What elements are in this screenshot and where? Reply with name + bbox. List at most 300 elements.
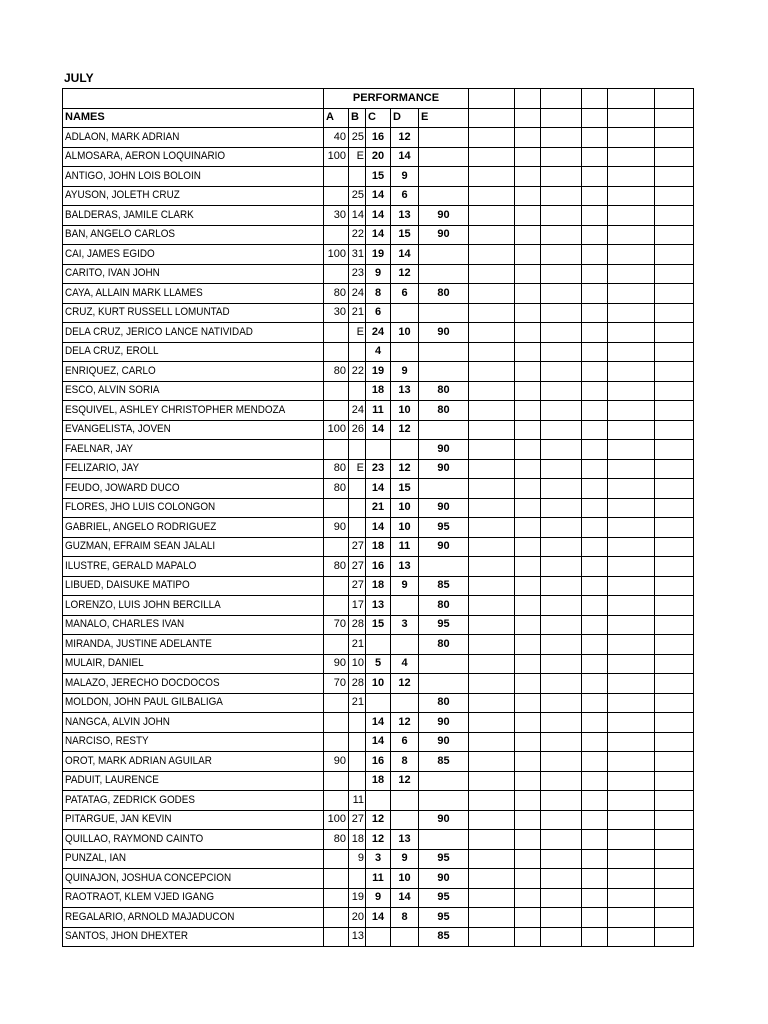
score-a-cell	[324, 186, 349, 206]
empty-cell	[541, 654, 582, 674]
score-b-cell	[349, 752, 366, 772]
student-name: ILUSTRE, GERALD MAPALO	[65, 559, 197, 572]
score-d-cell: 13	[391, 381, 419, 401]
empty-cell	[515, 908, 541, 928]
column-header-d: D	[391, 108, 419, 128]
score-d-cell: 6	[391, 186, 419, 206]
score-c-cell: 14	[366, 713, 391, 733]
score-b-cell: 9	[349, 849, 366, 869]
table-row	[63, 908, 694, 928]
score-c-cell: 16	[366, 557, 391, 577]
score-a-cell	[324, 401, 349, 421]
table-row	[63, 420, 694, 440]
table-row	[63, 167, 694, 187]
empty-cell	[582, 108, 608, 128]
score-d-cell	[391, 927, 419, 947]
score-b-cell: 13	[349, 927, 366, 947]
empty-cell	[608, 225, 655, 245]
score-d-cell: 14	[391, 147, 419, 167]
empty-cell	[582, 537, 608, 557]
score-d-cell: 13	[391, 206, 419, 226]
student-name: FEUDO, JOWARD DUCO	[65, 481, 180, 494]
score-b-cell	[349, 167, 366, 187]
empty-cell	[582, 693, 608, 713]
table-row	[63, 459, 694, 479]
student-name-cell	[63, 362, 324, 382]
empty-cell	[541, 362, 582, 382]
empty-cell	[541, 557, 582, 577]
empty-cell	[469, 362, 515, 382]
empty-cell	[469, 615, 515, 635]
score-a-cell: 90	[324, 654, 349, 674]
empty-cell	[582, 147, 608, 167]
score-c-cell: 10	[366, 674, 391, 694]
empty-cell	[515, 420, 541, 440]
empty-cell	[655, 849, 694, 869]
empty-cell	[469, 128, 515, 148]
empty-cell	[515, 498, 541, 518]
empty-cell	[655, 518, 694, 538]
student-name-cell	[63, 323, 324, 343]
student-name: QUILLAO, RAYMOND CAINTO	[65, 832, 204, 845]
table-row	[63, 674, 694, 694]
title-blank-cell	[63, 89, 324, 109]
student-name-cell	[63, 654, 324, 674]
empty-cell	[515, 537, 541, 557]
empty-cell	[515, 557, 541, 577]
empty-cell	[582, 225, 608, 245]
empty-cell	[515, 245, 541, 265]
empty-cell	[582, 830, 608, 850]
student-name: CARITO, IVAN JOHN	[65, 267, 160, 280]
score-a-cell: 80	[324, 459, 349, 479]
score-d-cell: 12	[391, 771, 419, 791]
empty-cell	[655, 771, 694, 791]
score-e-cell	[419, 557, 469, 577]
score-a-cell	[324, 342, 349, 362]
empty-cell	[608, 479, 655, 499]
empty-cell	[582, 927, 608, 947]
student-name: QUINAJON, JOSHUA CONCEPCION	[65, 871, 232, 884]
empty-cell	[515, 225, 541, 245]
table-row	[63, 381, 694, 401]
empty-cell	[582, 596, 608, 616]
empty-cell	[541, 459, 582, 479]
table-row	[63, 576, 694, 596]
score-e-cell: 95	[419, 888, 469, 908]
empty-cell	[515, 167, 541, 187]
empty-cell	[582, 713, 608, 733]
score-d-cell: 9	[391, 167, 419, 187]
empty-cell	[582, 245, 608, 265]
score-a-cell: 40	[324, 128, 349, 148]
student-name: LORENZO, LUIS JOHN BERCILLA	[65, 598, 221, 611]
empty-cell	[469, 635, 515, 655]
empty-cell	[582, 732, 608, 752]
empty-cell	[515, 752, 541, 772]
student-name-cell	[63, 830, 324, 850]
student-name: MIRANDA, JUSTINE ADELANTE	[65, 637, 212, 650]
score-b-cell: 17	[349, 596, 366, 616]
empty-cell	[469, 830, 515, 850]
empty-cell	[541, 225, 582, 245]
empty-cell	[469, 674, 515, 694]
score-e-cell	[419, 830, 469, 850]
empty-cell	[582, 167, 608, 187]
score-c-cell: 13	[366, 596, 391, 616]
empty-cell	[515, 713, 541, 733]
score-e-cell: 90	[419, 225, 469, 245]
score-d-cell: 4	[391, 654, 419, 674]
score-a-cell	[324, 791, 349, 811]
score-b-cell: 21	[349, 635, 366, 655]
student-name: BAN, ANGELO CARLOS	[65, 228, 176, 241]
score-c-cell: 15	[366, 615, 391, 635]
score-d-cell: 12	[391, 674, 419, 694]
empty-cell	[608, 245, 655, 265]
score-b-cell	[349, 381, 366, 401]
empty-cell	[541, 284, 582, 304]
score-d-cell: 3	[391, 615, 419, 635]
empty-cell	[515, 381, 541, 401]
table-row	[63, 323, 694, 343]
score-d-cell: 15	[391, 479, 419, 499]
student-name: AYUSON, JOLETH CRUZ	[65, 189, 180, 202]
score-c-cell: 19	[366, 245, 391, 265]
score-e-cell: 85	[419, 927, 469, 947]
empty-cell	[655, 108, 694, 128]
score-b-cell: 28	[349, 674, 366, 694]
empty-cell	[655, 869, 694, 889]
empty-cell	[541, 635, 582, 655]
student-name: ENRIQUEZ, CARLO	[65, 364, 156, 377]
empty-cell	[655, 615, 694, 635]
score-a-cell	[324, 576, 349, 596]
score-d-cell	[391, 342, 419, 362]
empty-cell	[582, 264, 608, 284]
score-b-cell: 24	[349, 401, 366, 421]
empty-cell	[655, 596, 694, 616]
empty-cell	[469, 459, 515, 479]
student-name: ADLAON, MARK ADRIAN	[65, 130, 180, 143]
empty-cell	[582, 342, 608, 362]
empty-cell	[655, 674, 694, 694]
empty-cell	[541, 830, 582, 850]
score-b-cell	[349, 713, 366, 733]
score-b-cell	[349, 732, 366, 752]
empty-cell	[655, 206, 694, 226]
score-c-cell: 14	[366, 186, 391, 206]
table-row	[63, 810, 694, 830]
score-a-cell: 90	[324, 518, 349, 538]
student-name: MOLDON, JOHN PAUL GILBALIGA	[65, 696, 223, 709]
score-a-cell	[324, 888, 349, 908]
empty-cell	[469, 89, 515, 109]
table-row	[63, 128, 694, 148]
empty-cell	[608, 791, 655, 811]
table-row	[63, 615, 694, 635]
empty-cell	[469, 771, 515, 791]
score-d-cell: 12	[391, 264, 419, 284]
table-row	[63, 596, 694, 616]
score-e-cell: 95	[419, 518, 469, 538]
student-name: BALDERAS, JAMILE CLARK	[65, 208, 194, 221]
table-row	[63, 284, 694, 304]
score-d-cell	[391, 635, 419, 655]
score-c-cell: 18	[366, 771, 391, 791]
table-row	[63, 440, 694, 460]
empty-cell	[515, 674, 541, 694]
score-c-cell: 18	[366, 381, 391, 401]
score-d-cell: 6	[391, 732, 419, 752]
score-b-cell: 21	[349, 693, 366, 713]
score-d-cell: 8	[391, 908, 419, 928]
empty-cell	[469, 713, 515, 733]
empty-cell	[582, 128, 608, 148]
empty-cell	[582, 440, 608, 460]
empty-cell	[608, 810, 655, 830]
empty-cell	[469, 401, 515, 421]
score-a-cell	[324, 167, 349, 187]
empty-cell	[541, 498, 582, 518]
student-name: PUNZAL, IAN	[65, 852, 127, 865]
student-name-cell	[63, 615, 324, 635]
score-e-cell: 90	[419, 810, 469, 830]
score-a-cell: 80	[324, 362, 349, 382]
student-name-cell	[63, 479, 324, 499]
empty-cell	[608, 342, 655, 362]
table-row	[63, 771, 694, 791]
score-c-cell: 15	[366, 167, 391, 187]
empty-cell	[515, 849, 541, 869]
score-c-cell: 14	[366, 518, 391, 538]
table-row	[63, 791, 694, 811]
score-a-cell	[324, 323, 349, 343]
empty-cell	[515, 303, 541, 323]
score-e-cell: 80	[419, 596, 469, 616]
score-b-cell: 10	[349, 654, 366, 674]
student-name-cell	[63, 927, 324, 947]
empty-cell	[608, 401, 655, 421]
empty-cell	[469, 264, 515, 284]
empty-cell	[608, 498, 655, 518]
empty-cell	[541, 615, 582, 635]
empty-cell	[515, 401, 541, 421]
score-e-cell	[419, 771, 469, 791]
score-b-cell	[349, 479, 366, 499]
empty-cell	[515, 518, 541, 538]
column-header-b: B	[349, 108, 366, 128]
empty-cell	[608, 752, 655, 772]
empty-cell	[541, 89, 582, 109]
empty-cell	[541, 479, 582, 499]
score-a-cell	[324, 693, 349, 713]
empty-cell	[608, 888, 655, 908]
empty-cell	[541, 849, 582, 869]
student-name-cell	[63, 713, 324, 733]
empty-cell	[582, 401, 608, 421]
empty-cell	[515, 479, 541, 499]
score-a-cell: 90	[324, 752, 349, 772]
student-name: PITARGUE, JAN KEVIN	[65, 813, 172, 826]
empty-cell	[515, 206, 541, 226]
student-name: ESQUIVEL, ASHLEY CHRISTOPHER MENDOZA	[65, 403, 286, 416]
score-d-cell: 13	[391, 830, 419, 850]
table-row	[63, 147, 694, 167]
empty-cell	[608, 771, 655, 791]
score-c-cell: 24	[366, 323, 391, 343]
empty-cell	[541, 693, 582, 713]
empty-cell	[608, 362, 655, 382]
empty-cell	[469, 284, 515, 304]
empty-cell	[608, 284, 655, 304]
empty-cell	[515, 264, 541, 284]
empty-cell	[469, 869, 515, 889]
empty-cell	[582, 576, 608, 596]
table-row	[63, 537, 694, 557]
column-header-row	[63, 108, 694, 128]
empty-cell	[608, 654, 655, 674]
empty-cell	[541, 167, 582, 187]
score-c-cell	[366, 927, 391, 947]
score-b-cell: 23	[349, 264, 366, 284]
score-b-cell: 19	[349, 888, 366, 908]
empty-cell	[655, 557, 694, 577]
score-d-cell: 9	[391, 849, 419, 869]
score-c-cell: 11	[366, 869, 391, 889]
score-a-cell: 30	[324, 206, 349, 226]
score-b-cell: 25	[349, 128, 366, 148]
empty-cell	[541, 732, 582, 752]
empty-cell	[469, 596, 515, 616]
score-c-cell: 14	[366, 225, 391, 245]
empty-cell	[469, 654, 515, 674]
empty-cell	[608, 596, 655, 616]
student-name: MALAZO, JERECHO DOCDOCOS	[65, 676, 220, 689]
empty-cell	[515, 615, 541, 635]
table-row	[63, 927, 694, 947]
empty-cell	[541, 420, 582, 440]
student-name: MANALO, CHARLES IVAN	[65, 618, 185, 631]
empty-cell	[582, 752, 608, 772]
empty-cell	[469, 206, 515, 226]
score-e-cell	[419, 128, 469, 148]
table-row	[63, 342, 694, 362]
empty-cell	[655, 693, 694, 713]
empty-cell	[515, 440, 541, 460]
empty-cell	[655, 908, 694, 928]
score-d-cell: 14	[391, 245, 419, 265]
empty-cell	[541, 128, 582, 148]
empty-cell	[582, 674, 608, 694]
score-a-cell	[324, 927, 349, 947]
empty-cell	[515, 128, 541, 148]
empty-cell	[515, 693, 541, 713]
table-row	[63, 654, 694, 674]
score-b-cell: E	[349, 147, 366, 167]
score-e-cell: 90	[419, 869, 469, 889]
score-c-cell: 4	[366, 342, 391, 362]
student-name: FAELNAR, JAY	[65, 442, 134, 455]
student-name: REGALARIO, ARNOLD MAJADUCON	[65, 910, 235, 923]
score-e-cell: 90	[419, 537, 469, 557]
empty-cell	[655, 498, 694, 518]
empty-cell	[541, 674, 582, 694]
student-name: DELA CRUZ, JERICO LANCE NATIVIDAD	[65, 325, 253, 338]
score-e-cell	[419, 479, 469, 499]
table-row	[63, 518, 694, 538]
score-b-cell: 22	[349, 362, 366, 382]
score-c-cell	[366, 791, 391, 811]
empty-cell	[608, 830, 655, 850]
table-row	[63, 888, 694, 908]
empty-cell	[541, 908, 582, 928]
score-b-cell: 27	[349, 557, 366, 577]
empty-cell	[655, 537, 694, 557]
empty-cell	[469, 732, 515, 752]
empty-cell	[541, 147, 582, 167]
student-name: MULAIR, DANIEL	[65, 657, 144, 670]
empty-cell	[582, 420, 608, 440]
empty-cell	[469, 557, 515, 577]
student-name: FLORES, JHO LUIS COLONGON	[65, 501, 216, 514]
score-a-cell: 100	[324, 420, 349, 440]
score-e-cell	[419, 654, 469, 674]
student-name-cell	[63, 498, 324, 518]
empty-cell	[655, 381, 694, 401]
empty-cell	[608, 713, 655, 733]
table-row	[63, 264, 694, 284]
student-name-cell	[63, 732, 324, 752]
empty-cell	[515, 108, 541, 128]
score-d-cell: 10	[391, 869, 419, 889]
empty-cell	[541, 245, 582, 265]
empty-cell	[655, 284, 694, 304]
empty-cell	[655, 927, 694, 947]
empty-cell	[469, 342, 515, 362]
score-a-cell	[324, 537, 349, 557]
score-b-cell	[349, 518, 366, 538]
empty-cell	[608, 537, 655, 557]
score-d-cell: 14	[391, 888, 419, 908]
score-d-cell: 12	[391, 459, 419, 479]
score-a-cell: 80	[324, 830, 349, 850]
empty-cell	[469, 576, 515, 596]
empty-cell	[608, 147, 655, 167]
empty-cell	[469, 186, 515, 206]
table-row	[63, 732, 694, 752]
score-b-cell: 26	[349, 420, 366, 440]
empty-cell	[655, 459, 694, 479]
score-a-cell: 80	[324, 557, 349, 577]
score-a-cell	[324, 440, 349, 460]
student-name-cell	[63, 206, 324, 226]
score-a-cell	[324, 498, 349, 518]
score-d-cell	[391, 693, 419, 713]
empty-cell	[655, 225, 694, 245]
student-name: NANGCA, ALVIN JOHN	[65, 715, 170, 728]
student-name-cell	[63, 674, 324, 694]
empty-cell	[469, 518, 515, 538]
title-row	[63, 89, 694, 109]
score-b-cell	[349, 869, 366, 889]
score-a-cell: 100	[324, 810, 349, 830]
student-name-cell	[63, 186, 324, 206]
empty-cell	[541, 323, 582, 343]
empty-cell	[469, 245, 515, 265]
empty-cell	[541, 576, 582, 596]
score-b-cell	[349, 440, 366, 460]
